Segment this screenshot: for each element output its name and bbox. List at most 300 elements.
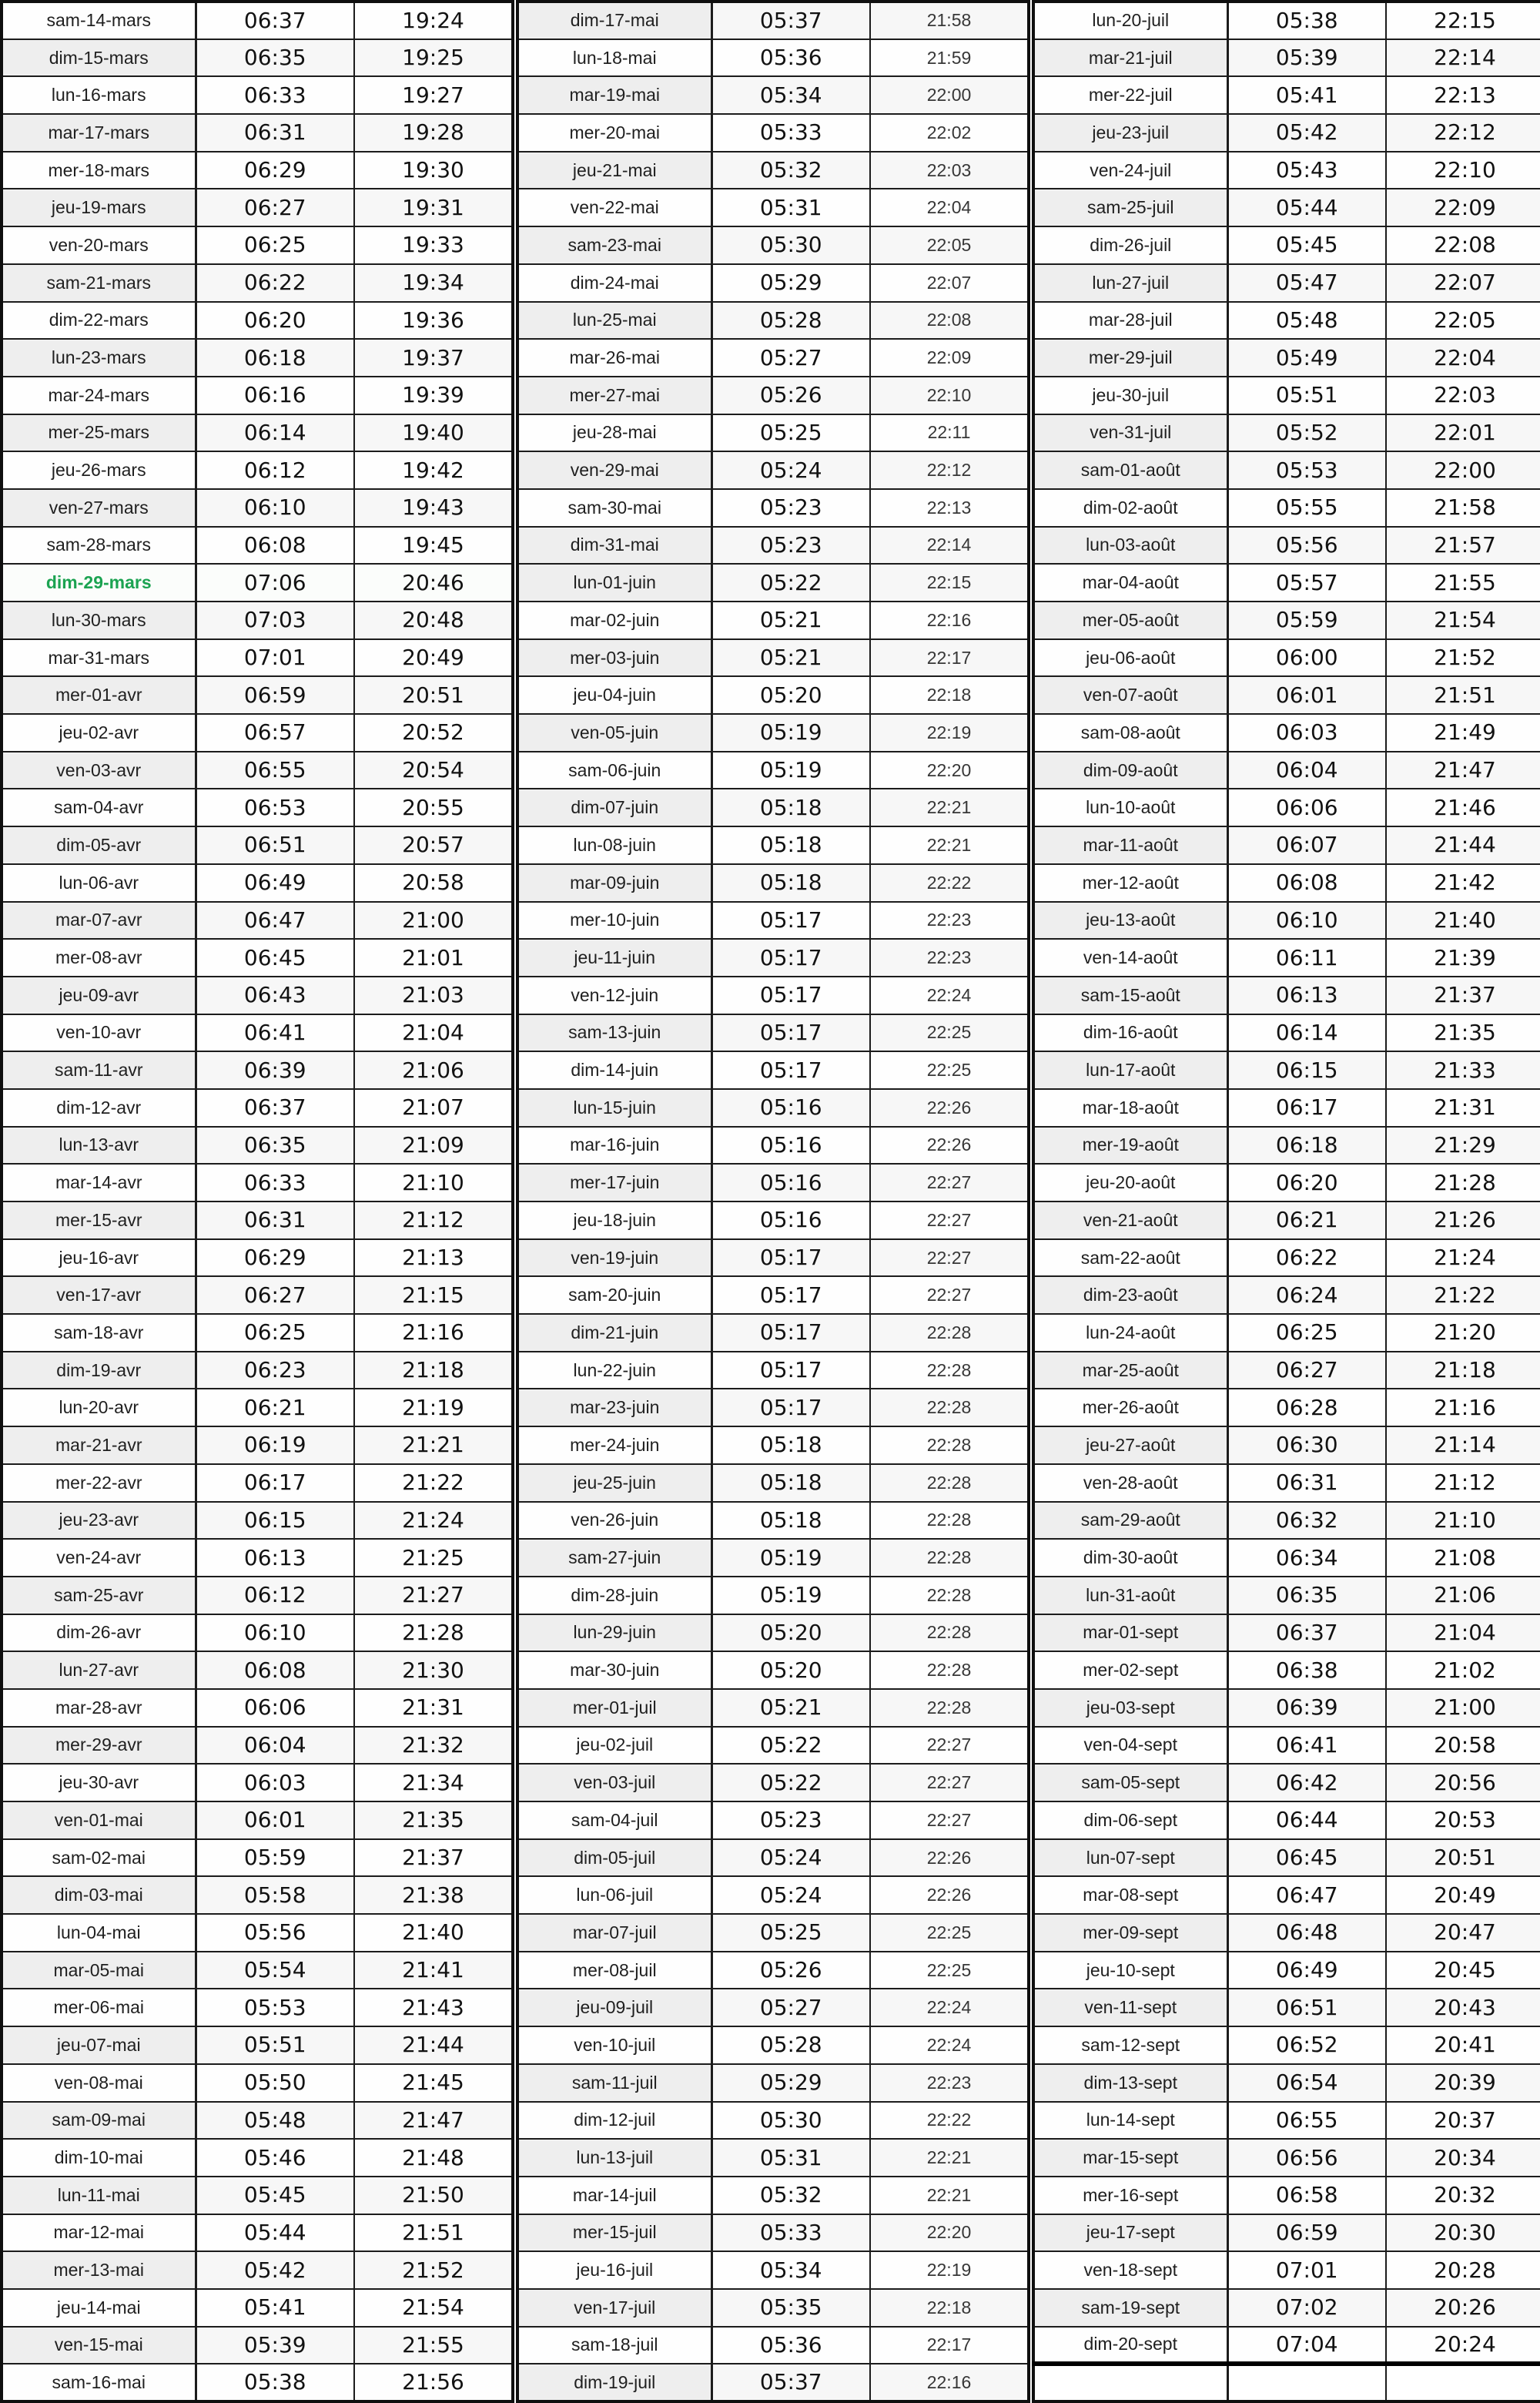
date-cell: mer-19-août	[1033, 1127, 1227, 1165]
sunrise-cell: 06:04	[196, 1727, 354, 1765]
sunrise-cell: 06:08	[196, 1651, 354, 1689]
date-cell: lun-06-juil	[517, 1876, 711, 1914]
date-cell: jeu-03-sept	[1033, 1689, 1227, 1727]
sunset-cell: 21:00	[1386, 1689, 1540, 1727]
sunrise-cell: 06:14	[196, 414, 354, 452]
sunset-cell: 22:10	[870, 377, 1029, 414]
sunrise-cell: 05:17	[711, 1239, 870, 1277]
table-row	[2, 2251, 513, 2289]
sunrise-cell: 05:19	[711, 714, 870, 752]
sunrise-cell: 05:29	[711, 264, 870, 302]
sunset-cell: 21:27	[354, 1577, 513, 1614]
sunset-cell: 22:27	[870, 1202, 1029, 1239]
table-row	[517, 1689, 1029, 1727]
table-row	[517, 1164, 1029, 1202]
date-cell: mar-08-sept	[1033, 1876, 1227, 1914]
table-row	[1033, 2214, 1540, 2252]
date-cell: jeu-17-sept	[1033, 2214, 1227, 2252]
table-row	[2, 189, 513, 226]
date-cell: jeu-16-juil	[517, 2251, 711, 2289]
sunrise-cell: 06:41	[1227, 1727, 1386, 1765]
sunset-cell: 20:49	[1386, 1876, 1540, 1914]
sunrise-cell: 06:33	[196, 76, 354, 114]
sunset-cell: 22:25	[870, 1051, 1029, 1089]
sunrise-cell: 05:21	[711, 1689, 870, 1727]
table-row	[517, 302, 1029, 340]
sunrise-cell: 06:17	[196, 1464, 354, 1502]
table-row	[1033, 1014, 1540, 1052]
table-row	[1033, 1539, 1540, 1577]
sunrise-cell: 05:44	[196, 2214, 354, 2252]
table-row	[1033, 864, 1540, 902]
sunset-cell: 22:03	[1386, 377, 1540, 414]
sunrise-cell: 05:37	[711, 2, 870, 39]
sunset-cell: 22:08	[870, 302, 1029, 340]
date-cell: sam-08-août	[1033, 714, 1227, 752]
sunset-cell: 22:28	[870, 1539, 1029, 1577]
table-row	[1033, 414, 1540, 452]
sunset-cell: 21:16	[354, 1314, 513, 1352]
date-cell: jeu-23-avr	[2, 1502, 196, 1540]
table-row	[2, 676, 513, 714]
sunrise-cell: 05:25	[711, 414, 870, 452]
sunrise-cell: 06:49	[1227, 1952, 1386, 1989]
table-row	[1033, 1502, 1540, 1540]
date-cell: mer-29-juil	[1033, 339, 1227, 377]
date-cell: mar-28-avr	[2, 1689, 196, 1727]
date-cell: mer-15-juil	[517, 2214, 711, 2252]
sunset-cell: 19:27	[354, 76, 513, 114]
date-cell: mer-02-sept	[1033, 1651, 1227, 1689]
table-row	[1033, 1764, 1540, 1801]
sunrise-cell: 05:53	[1227, 451, 1386, 489]
sunrise-cell: 06:59	[196, 676, 354, 714]
date-cell: lun-07-sept	[1033, 1839, 1227, 1877]
date-cell: lun-08-juin	[517, 826, 711, 864]
sunrise-cell: 05:48	[196, 2102, 354, 2140]
sunset-cell: 21:45	[354, 2064, 513, 2102]
sunrise-cell: 06:55	[196, 752, 354, 789]
table-row	[2, 977, 513, 1014]
date-cell: dim-14-juin	[517, 1051, 711, 1089]
date-cell: dim-23-août	[1033, 1276, 1227, 1314]
sunset-cell: 21:48	[354, 2139, 513, 2177]
date-cell: mer-26-août	[1033, 1389, 1227, 1426]
table-row	[517, 2177, 1029, 2214]
date-cell: jeu-25-juin	[517, 1464, 711, 1502]
sunrise-cell: 05:17	[711, 977, 870, 1014]
sunset-cell: 22:27	[870, 1276, 1029, 1314]
table-row	[1033, 1239, 1540, 1277]
sunrise-cell: 06:39	[196, 1051, 354, 1089]
sunset-cell: 21:30	[354, 1651, 513, 1689]
date-cell: mer-16-sept	[1033, 2177, 1227, 2214]
table-row	[1033, 939, 1540, 977]
table-row	[1033, 302, 1540, 340]
date-cell: mar-23-juin	[517, 1389, 711, 1426]
date-cell: mer-22-avr	[2, 1464, 196, 1502]
sunset-cell: 22:02	[870, 114, 1029, 152]
sunrise-cell: 05:51	[196, 2026, 354, 2064]
date-cell: mar-01-sept	[1033, 1614, 1227, 1652]
sunrise-cell: 05:18	[711, 789, 870, 826]
date-cell: jeu-19-mars	[2, 189, 196, 226]
date-cell: jeu-10-sept	[1033, 1952, 1227, 1989]
date-cell: ven-24-juil	[1033, 152, 1227, 189]
sunrise-cell: 05:23	[711, 527, 870, 565]
date-cell: dim-26-avr	[2, 1614, 196, 1652]
date-cell: sam-02-mai	[2, 1839, 196, 1877]
date-cell: dim-02-août	[1033, 489, 1227, 527]
sunset-cell: 22:05	[1386, 302, 1540, 340]
sunset-cell: 22:28	[870, 1389, 1029, 1426]
sunset-cell: 21:58	[870, 2, 1029, 39]
table-row	[2, 1689, 513, 1727]
sunset-cell: 20:47	[1386, 1914, 1540, 1952]
table-row	[1033, 602, 1540, 639]
table-row	[2, 2177, 513, 2214]
sunrise-cell: 05:41	[1227, 76, 1386, 114]
sunrise-cell: 06:59	[1227, 2214, 1386, 2252]
table-row	[2, 826, 513, 864]
sunset-cell: 21:12	[354, 1202, 513, 1239]
sunrise-cell: 06:06	[196, 1689, 354, 1727]
table-row	[517, 264, 1029, 302]
date-cell: jeu-16-avr	[2, 1239, 196, 1277]
sunset-cell: 22:04	[870, 189, 1029, 226]
sunset-cell: 21:56	[354, 2364, 513, 2401]
date-cell: mar-19-mai	[517, 76, 711, 114]
sunrise-cell: 05:31	[711, 189, 870, 226]
sunrise-cell: 05:17	[711, 939, 870, 977]
sunset-cell: 20:49	[354, 639, 513, 677]
date-cell: ven-21-août	[1033, 1202, 1227, 1239]
sunset-cell: 22:25	[870, 1014, 1029, 1052]
sunset-cell: 21:22	[1386, 1276, 1540, 1314]
sunrise-cell: 05:28	[711, 302, 870, 340]
sunrise-cell: 05:18	[711, 1426, 870, 1464]
sunset-cell: 22:26	[870, 1876, 1029, 1914]
table-row	[517, 2139, 1029, 2177]
table-row	[2, 1314, 513, 1352]
table-row	[1033, 39, 1540, 77]
table-row	[517, 2364, 1029, 2401]
date-cell: dim-24-mai	[517, 264, 711, 302]
table-row	[2, 1164, 513, 1202]
sunrise-cell: 06:12	[196, 1577, 354, 1614]
table-row	[517, 939, 1029, 977]
sunrise-cell: 05:19	[711, 1577, 870, 1614]
sunset-cell: 21:24	[1386, 1239, 1540, 1277]
sunset-cell: 21:00	[354, 902, 513, 940]
date-cell: ven-03-juil	[517, 1764, 711, 1801]
date-cell: lun-14-sept	[1033, 2102, 1227, 2140]
sunset-cell: 22:13	[870, 489, 1029, 527]
date-cell: mar-12-mai	[2, 2214, 196, 2252]
sunrise-cell: 05:46	[196, 2139, 354, 2177]
sunset-cell: 21:04	[354, 1014, 513, 1052]
sunset-cell: 21:21	[354, 1426, 513, 1464]
date-cell: sam-04-avr	[2, 789, 196, 826]
sunset-cell: 21:51	[354, 2214, 513, 2252]
table-row	[2, 226, 513, 264]
date-cell: mer-29-avr	[2, 1727, 196, 1765]
date-cell: sam-04-juil	[517, 1801, 711, 1839]
sunset-cell: 22:23	[870, 902, 1029, 940]
sunrise-cell: 05:30	[711, 226, 870, 264]
sunset-cell: 20:41	[1386, 2026, 1540, 2064]
table-row	[1033, 714, 1540, 752]
table-row	[517, 1089, 1029, 1127]
date-cell: mar-28-juil	[1033, 302, 1227, 340]
sunrise-cell: 05:21	[711, 602, 870, 639]
table-row	[1033, 1276, 1540, 1314]
date-cell: dim-29-mars	[2, 564, 196, 602]
date-cell: jeu-26-mars	[2, 451, 196, 489]
table-row	[2, 451, 513, 489]
date-cell: lun-22-juin	[517, 1352, 711, 1389]
sunset-cell: 22:09	[1386, 189, 1540, 226]
sunrise-cell: 07:01	[196, 639, 354, 677]
sunrise-cell: 05:54	[196, 1952, 354, 1989]
sunrise-cell: 06:14	[1227, 1014, 1386, 1052]
sunrise-cell: 07:03	[196, 602, 354, 639]
date-cell: jeu-30-juil	[1033, 377, 1227, 414]
date-cell: ven-01-mai	[2, 1801, 196, 1839]
sunset-cell: 21:06	[1386, 1577, 1540, 1614]
date-cell: sam-14-mars	[2, 2, 196, 39]
date-cell: jeu-09-juil	[517, 1989, 711, 2026]
sunrise-cell: 06:22	[1227, 1239, 1386, 1277]
sunrise-cell: 06:13	[1227, 977, 1386, 1014]
table-row	[2, 39, 513, 77]
sunrise-cell: 05:16	[711, 1164, 870, 1202]
table-row	[517, 864, 1029, 902]
sunset-cell: 20:37	[1386, 2102, 1540, 2140]
table-row	[517, 2251, 1029, 2289]
sunset-cell: 21:03	[354, 977, 513, 1014]
sunset-cell: 20:51	[354, 676, 513, 714]
sunset-cell: 21:20	[1386, 1314, 1540, 1352]
sunset-cell: 22:28	[870, 1314, 1029, 1352]
date-cell: mar-14-juil	[517, 2177, 711, 2214]
date-cell: dim-12-juil	[517, 2102, 711, 2140]
sunrise-cell: 05:17	[711, 1352, 870, 1389]
table-row	[2, 2102, 513, 2140]
sunrise-cell: 05:32	[711, 2177, 870, 2214]
sunrise-cell: 06:42	[1227, 1764, 1386, 1801]
sunset-cell: 20:24	[1386, 2327, 1540, 2364]
table-row	[517, 977, 1029, 1014]
sunset-cell: 22:16	[870, 602, 1029, 639]
sunrise-cell: 07:01	[1227, 2251, 1386, 2289]
sunrise-cell: 05:41	[196, 2289, 354, 2327]
sunset-cell: 22:24	[870, 1989, 1029, 2026]
sunset-cell: 22:21	[870, 2139, 1029, 2177]
date-cell: mer-01-avr	[2, 676, 196, 714]
sunset-cell: 21:42	[1386, 864, 1540, 902]
date-cell: lun-13-avr	[2, 1127, 196, 1165]
sunset-cell: 21:40	[354, 1914, 513, 1952]
date-cell: sam-20-juin	[517, 1276, 711, 1314]
sunset-cell: 21:19	[354, 1389, 513, 1426]
sunrise-cell: 06:38	[1227, 1651, 1386, 1689]
sunset-cell: 21:25	[354, 1539, 513, 1577]
sunset-cell: 19:30	[354, 152, 513, 189]
sunset-cell: 22:19	[870, 714, 1029, 752]
sunset-cell: 21:18	[1386, 1352, 1540, 1389]
date-cell: lun-20-avr	[2, 1389, 196, 1426]
date-cell: sam-30-mai	[517, 489, 711, 527]
date-cell: lun-30-mars	[2, 602, 196, 639]
sunrise-cell: 06:19	[196, 1426, 354, 1464]
date-cell: lun-25-mai	[517, 302, 711, 340]
table-row	[517, 902, 1029, 940]
date-cell: dim-05-avr	[2, 826, 196, 864]
date-cell: lun-15-juin	[517, 1089, 711, 1127]
table-row	[1033, 2139, 1540, 2177]
sunset-cell: 22:27	[870, 1164, 1029, 1202]
table-row	[1033, 226, 1540, 264]
sunset-cell: 21:43	[354, 1989, 513, 2026]
date-cell: mer-15-avr	[2, 1202, 196, 1239]
sunset-cell: 22:26	[870, 1089, 1029, 1127]
date-cell: lun-23-mars	[2, 339, 196, 377]
date-cell: mer-17-juin	[517, 1164, 711, 1202]
table-row	[1033, 152, 1540, 189]
sunrise-cell: 05:56	[1227, 527, 1386, 565]
table-row	[2, 377, 513, 414]
sunrise-cell: 06:23	[196, 1352, 354, 1389]
sunset-cell: 19:45	[354, 527, 513, 565]
sunrise-cell: 06:27	[196, 189, 354, 226]
sunrise-cell: 05:51	[1227, 377, 1386, 414]
table-row	[517, 114, 1029, 152]
sunset-cell: 21:40	[1386, 902, 1540, 940]
table-row	[517, 2026, 1029, 2064]
sunset-cell: 21:44	[354, 2026, 513, 2064]
sunset-cell: 21:57	[1386, 527, 1540, 565]
sunrise-cell: 07:06	[196, 564, 354, 602]
sunrise-cell: 06:29	[196, 1239, 354, 1277]
sunset-cell: 22:12	[1386, 114, 1540, 152]
date-cell: ven-07-août	[1033, 676, 1227, 714]
sunset-cell: 22:09	[870, 339, 1029, 377]
sunset-cell: 20:30	[1386, 2214, 1540, 2252]
sunset-cell: 21:09	[354, 1127, 513, 1165]
table-row	[517, 1614, 1029, 1652]
sunset-cell: 22:28	[870, 1464, 1029, 1502]
date-cell: mer-08-juil	[517, 1952, 711, 1989]
table-row	[517, 676, 1029, 714]
table-row	[1033, 902, 1540, 940]
table-row	[1033, 1202, 1540, 1239]
date-cell: sam-16-mai	[2, 2364, 196, 2401]
sunset-cell: 22:04	[1386, 339, 1540, 377]
date-cell: lun-13-juil	[517, 2139, 711, 2177]
date-cell: mer-24-juin	[517, 1426, 711, 1464]
table-row	[1033, 1051, 1540, 1089]
sunset-cell: 22:23	[870, 939, 1029, 977]
table-row	[1033, 2102, 1540, 2140]
table-row	[2, 2289, 513, 2327]
date-cell: mar-07-avr	[2, 902, 196, 940]
sunset-cell: 20:26	[1386, 2289, 1540, 2327]
sunset-cell: 20:58	[1386, 1727, 1540, 1765]
date-cell: ven-05-juin	[517, 714, 711, 752]
sunset-cell: 22:28	[870, 1502, 1029, 1540]
sunrise-cell: 06:17	[1227, 1089, 1386, 1127]
sunrise-cell: 06:27	[1227, 1352, 1386, 1389]
date-cell: sam-23-mai	[517, 226, 711, 264]
date-cell: lun-27-avr	[2, 1651, 196, 1689]
sunset-cell: 22:17	[870, 2327, 1029, 2364]
table-row	[2, 302, 513, 340]
sunrise-cell: 05:20	[711, 676, 870, 714]
sunset-cell: 22:28	[870, 1651, 1029, 1689]
sunset-cell: 21:28	[354, 1614, 513, 1652]
date-cell: dim-31-mai	[517, 527, 711, 565]
sunrise-cell: 05:36	[711, 2327, 870, 2364]
date-cell: jeu-13-août	[1033, 902, 1227, 940]
date-cell: mer-03-juin	[517, 639, 711, 677]
sunset-cell: 22:18	[870, 676, 1029, 714]
sun-table-group-2	[516, 0, 1030, 2403]
sunrise-cell: 06:11	[1227, 939, 1386, 977]
table-row	[517, 1577, 1029, 1614]
table-row	[2, 1989, 513, 2026]
table-row	[2, 2214, 513, 2252]
date-cell: sam-06-juin	[517, 752, 711, 789]
sunrise-cell: 06:25	[196, 1314, 354, 1352]
table-row	[2, 2327, 513, 2364]
sunrise-cell: 05:56	[196, 1914, 354, 1952]
table-row	[517, 189, 1029, 226]
table-row	[1033, 339, 1540, 377]
sunset-cell: 21:44	[1386, 826, 1540, 864]
date-cell: dim-28-juin	[517, 1577, 711, 1614]
table-row	[517, 1876, 1029, 1914]
table-row	[2, 2139, 513, 2177]
sunset-cell: 19:43	[354, 489, 513, 527]
table-row	[1033, 1876, 1540, 1914]
sunrise-cell: 05:34	[711, 76, 870, 114]
sunrise-cell: 05:22	[711, 1727, 870, 1765]
date-cell: sam-28-mars	[2, 527, 196, 565]
sunset-cell: 20:56	[1386, 1764, 1540, 1801]
sunrise-cell: 06:29	[196, 152, 354, 189]
sunset-cell: 21:13	[354, 1239, 513, 1277]
sunrise-cell: 06:57	[196, 714, 354, 752]
sunset-cell: 19:42	[354, 451, 513, 489]
table-row	[517, 414, 1029, 452]
sunrise-cell: 06:35	[1227, 1577, 1386, 1614]
table-row	[517, 1727, 1029, 1765]
date-cell: ven-22-mai	[517, 189, 711, 226]
table-row	[2, 1876, 513, 1914]
sunrise-cell: 06:32	[1227, 1502, 1386, 1540]
sunrise-cell: 06:03	[196, 1764, 354, 1801]
date-cell: ven-15-mai	[2, 2327, 196, 2364]
date-cell: jeu-02-juil	[517, 1727, 711, 1765]
table-row	[2, 1502, 513, 1540]
sunrise-cell: 05:23	[711, 489, 870, 527]
sunrise-cell: 05:36	[711, 39, 870, 77]
sunrise-cell: 05:31	[711, 2139, 870, 2177]
table-row	[1033, 789, 1540, 826]
sunrise-cell: 05:32	[711, 152, 870, 189]
table-row	[1033, 1127, 1540, 1165]
